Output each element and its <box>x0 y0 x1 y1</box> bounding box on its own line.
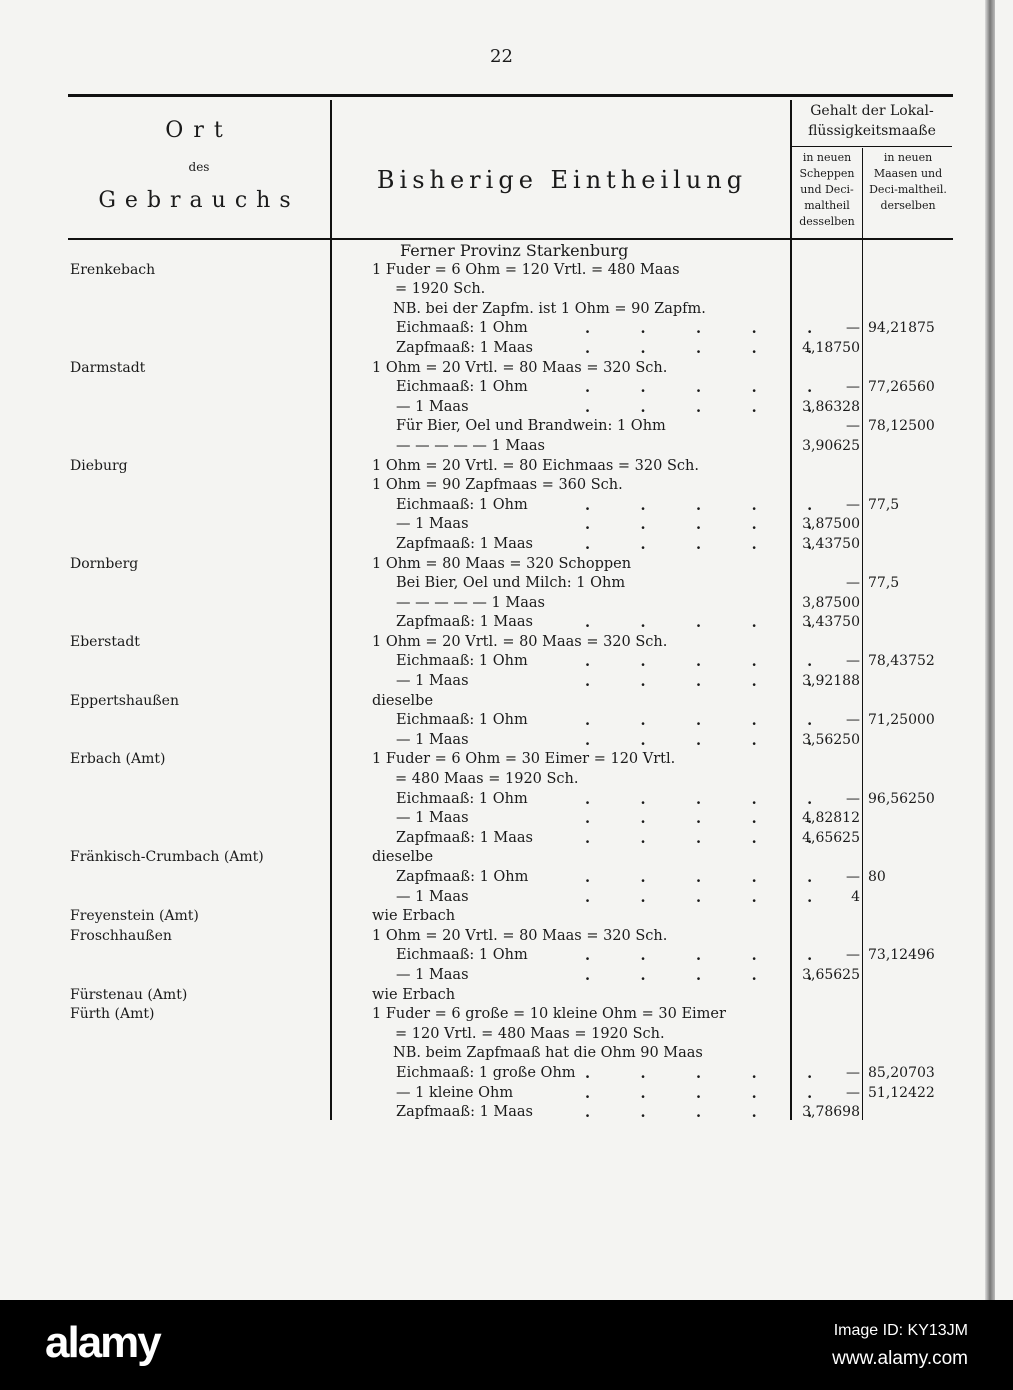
table-row <box>0 398 1013 418</box>
value-scheppen: 3,90625 <box>802 437 860 454</box>
dot-leader <box>585 829 755 850</box>
value-scheppen: 3,87500 <box>802 594 860 611</box>
dot-leader <box>585 966 755 987</box>
measure-description: 1 Fuder = 6 Ohm = 120 Vrtl. = 480 Maas <box>372 261 680 278</box>
dot-leader <box>585 339 755 360</box>
value-scheppen: — <box>846 1084 860 1101</box>
dot-leader <box>585 652 755 673</box>
value-scheppen: — <box>846 575 860 592</box>
subheader-rule <box>792 146 952 147</box>
table-row <box>0 1044 1013 1064</box>
place-name: Erenkebach <box>70 261 156 278</box>
table-row <box>0 946 1013 966</box>
value-maasen: 78,12500 <box>868 418 935 435</box>
value-maasen: 77,5 <box>868 496 900 513</box>
value-scheppen: 3,65625 <box>802 966 860 983</box>
measure-description: = 120 Vrtl. = 480 Maas = 1920 Sch. <box>395 1025 665 1042</box>
header-col-maasen: in neuen Maasen und Deci-maltheil. derselben <box>869 151 947 212</box>
measure-description: wie Erbach <box>372 986 456 1003</box>
table-row <box>0 1005 1013 1025</box>
table-row <box>0 652 1013 672</box>
table-row <box>0 280 1013 300</box>
table-row <box>0 613 1013 633</box>
table-row <box>0 692 1013 712</box>
table-row <box>0 829 1013 849</box>
place-name: Eberstadt <box>70 633 140 650</box>
measure-description: 1 Ohm = 20 Vrtl. = 80 Eichmaas = 320 Sch. <box>372 457 699 474</box>
value-scheppen: 4,82812 <box>802 810 860 827</box>
table-row <box>0 457 1013 477</box>
table-row <box>0 750 1013 770</box>
value-scheppen: — <box>846 653 860 670</box>
value-maasen: 77,26560 <box>868 379 935 396</box>
dot-leader <box>585 1084 755 1105</box>
value-maasen: 78,43752 <box>868 653 935 670</box>
table-row <box>0 300 1013 320</box>
top-rule <box>68 94 953 97</box>
value-maasen: 85,20703 <box>868 1064 935 1081</box>
dot-leader <box>585 946 755 967</box>
table-row <box>0 1064 1013 1084</box>
watermark-url: www.alamy.com <box>832 1348 968 1369</box>
value-scheppen: 4,65625 <box>802 829 860 846</box>
table-row <box>0 672 1013 692</box>
measure-description: = 1920 Sch. <box>395 281 486 298</box>
table-row <box>0 907 1013 927</box>
dot-leader <box>585 613 755 634</box>
dot-leader <box>585 319 755 340</box>
table-row <box>0 770 1013 790</box>
place-name: Eppertshaußen <box>70 692 179 709</box>
value-scheppen: — <box>846 712 860 729</box>
table-row <box>0 966 1013 986</box>
value-scheppen: 3,43750 <box>802 535 860 552</box>
table-row <box>0 848 1013 868</box>
value-scheppen: 4,18750 <box>802 339 860 356</box>
table-row <box>0 986 1013 1006</box>
measure-description: = 480 Maas = 1920 Sch. <box>395 771 579 788</box>
table-row <box>0 437 1013 457</box>
header-gehalt: Gehalt der Lokal-flüssigkeitsmaaße <box>808 103 936 139</box>
table-row <box>0 515 1013 535</box>
measure-description: 1 Ohm = 90 Zapfmaas = 360 Sch. <box>372 477 623 494</box>
table-row <box>0 633 1013 653</box>
value-scheppen: — <box>846 790 860 807</box>
measure-description: Bei Bier, Oel und Milch: 1 Ohm <box>396 575 626 592</box>
dot-leader <box>585 398 755 419</box>
table-row <box>0 535 1013 555</box>
value-maasen: 94,21875 <box>868 320 935 337</box>
measure-description: — — — — — 1 Maas <box>396 594 545 611</box>
measure-description: — 1 Maas <box>396 398 469 415</box>
measure-description: Eichmaaß: 1 Ohm <box>396 320 528 337</box>
value-scheppen: 3,87500 <box>802 516 860 533</box>
place-name: Dornberg <box>70 555 139 572</box>
image-id: Image ID: KY13JM <box>833 1322 968 1339</box>
value-scheppen: 3,86328 <box>802 398 860 415</box>
value-scheppen: — <box>846 320 860 337</box>
dot-leader <box>585 535 755 556</box>
table-row <box>0 1103 1013 1123</box>
measure-description: Eichmaaß: 1 Ohm <box>396 712 528 729</box>
header-rule <box>68 238 953 240</box>
measure-description: Zapfmaaß: 1 Maas <box>396 614 533 631</box>
table-row <box>0 888 1013 908</box>
table-row <box>0 1025 1013 1045</box>
watermark-bar <box>0 1300 1013 1390</box>
place-name: Freyenstein (Amt) <box>70 908 199 925</box>
table-row <box>0 594 1013 614</box>
measure-description: 1 Fuder = 6 große = 10 kleine Ohm = 30 Eimer <box>372 1006 726 1023</box>
table-row <box>0 574 1013 594</box>
table-row <box>0 731 1013 751</box>
value-scheppen: 3,92188 <box>802 673 860 690</box>
value-maasen: 77,5 <box>868 575 900 592</box>
place-name: Darmstadt <box>70 359 146 376</box>
measure-description: — 1 Maas <box>396 731 469 748</box>
value-scheppen: 3,56250 <box>802 731 860 748</box>
place-name: Erbach (Amt) <box>70 751 166 768</box>
value-scheppen: 4 <box>851 888 860 905</box>
dot-leader <box>585 1064 755 1085</box>
measure-description: Zapfmaaß: 1 Maas <box>396 1104 533 1121</box>
place-name: Fürth (Amt) <box>70 1006 155 1023</box>
alamy-logo: alamy <box>45 1318 160 1367</box>
measure-description: Eichmaaß: 1 große Ohm <box>396 1064 576 1081</box>
table-row <box>0 1084 1013 1104</box>
table-row <box>0 790 1013 810</box>
table-row <box>0 319 1013 339</box>
measure-description: Für Bier, Oel und Brandwein: 1 Ohm <box>396 418 666 435</box>
measure-description: Zapfmaaß: 1 Maas <box>396 339 533 356</box>
measure-description: 1 Ohm = 80 Maas = 320 Schoppen <box>372 555 632 572</box>
measure-description: Zapfmaaß: 1 Ohm <box>396 869 529 885</box>
table-row <box>0 476 1013 496</box>
table-row <box>0 241 1013 261</box>
place-name: Dieburg <box>70 457 128 474</box>
value-maasen: 73,12496 <box>868 947 935 964</box>
table-row <box>0 555 1013 575</box>
measure-description: dieselbe <box>372 849 434 866</box>
table-row <box>0 927 1013 947</box>
header-bisherige-eintheilung: Bisherige Eintheilung <box>376 166 748 194</box>
measure-description: — 1 Maas <box>396 810 469 827</box>
dot-leader <box>585 378 755 399</box>
value-scheppen: — <box>846 379 860 396</box>
value-maasen: 96,56250 <box>868 790 935 807</box>
header-gebrauchs: Gebrauchs <box>98 188 300 213</box>
value-scheppen: — <box>846 496 860 513</box>
table-row <box>0 359 1013 379</box>
measure-description: — 1 kleine Ohm <box>396 1084 514 1101</box>
measure-description: — 1 Maas <box>396 516 469 533</box>
measure-description: Eichmaaß: 1 Ohm <box>396 653 528 670</box>
dot-leader <box>585 809 755 830</box>
header-ort: Ort <box>165 118 233 143</box>
dot-leader <box>585 731 755 752</box>
measure-description: 1 Fuder = 6 Ohm = 30 Eimer = 120 Vrtl. <box>372 751 676 768</box>
dot-leader <box>585 515 755 536</box>
header-des: des <box>188 160 210 174</box>
value-scheppen: 3,78698 <box>802 1104 860 1121</box>
place-name: Froschhaußen <box>70 927 172 944</box>
measure-description: 1 Ohm = 20 Vrtl. = 80 Maas = 320 Sch. <box>372 359 668 376</box>
table-row <box>0 261 1013 281</box>
dot-leader <box>585 672 755 693</box>
page-number: 22 <box>490 46 513 67</box>
table-row <box>0 496 1013 516</box>
measure-description: Eichmaaß: 1 Ohm <box>396 379 528 396</box>
measure-description: Eichmaaß: 1 Ohm <box>396 496 528 513</box>
dot-leader <box>585 888 755 909</box>
value-scheppen: — <box>846 947 860 964</box>
table-row <box>0 417 1013 437</box>
measure-description: NB. bei der Zapfm. ist 1 Ohm = 90 Zapfm. <box>393 300 706 317</box>
value-scheppen: — <box>846 418 860 435</box>
measure-description: 1 Ohm = 20 Vrtl. = 80 Maas = 320 Sch. <box>372 927 668 944</box>
dot-leader <box>585 868 755 889</box>
value-scheppen: — <box>846 869 860 885</box>
value-maasen: 51,12422 <box>868 1084 935 1101</box>
value-scheppen: 3,43750 <box>802 614 860 631</box>
dot-leader <box>585 496 755 517</box>
table-row <box>0 711 1013 731</box>
measure-description: — 1 Maas <box>396 673 469 690</box>
dot-leader <box>585 790 755 811</box>
measure-description: — 1 Maas <box>396 888 469 905</box>
place-name: Fürstenau (Amt) <box>70 986 188 1003</box>
measure-description: wie Erbach <box>372 908 456 925</box>
dot-leader <box>585 1103 755 1124</box>
dot-leader <box>585 711 755 732</box>
measure-description: Zapfmaaß: 1 Maas <box>396 535 533 552</box>
place-name: Fränkisch-Crumbach (Amt) <box>70 849 264 866</box>
table-row <box>0 868 1013 888</box>
table-row <box>0 809 1013 829</box>
table-row <box>0 378 1013 398</box>
value-scheppen: — <box>846 1064 860 1081</box>
value-maasen: 80 <box>868 869 886 885</box>
measure-description: Ferner Provinz Starkenburg <box>400 241 629 260</box>
measure-description: 1 Ohm = 20 Vrtl. = 80 Maas = 320 Sch. <box>372 633 668 650</box>
measure-description: — 1 Maas <box>396 966 469 983</box>
value-maasen: 71,25000 <box>868 712 935 729</box>
measure-description: dieselbe <box>372 692 434 709</box>
header-col-scheppen: in neuen Scheppen und Deci-maltheil desselben <box>799 151 855 228</box>
measure-description: — — — — — 1 Maas <box>396 437 545 454</box>
measure-description: Eichmaaß: 1 Ohm <box>396 947 528 964</box>
measure-description: NB. beim Zapfmaaß hat die Ohm 90 Maas <box>393 1045 703 1062</box>
table-row <box>0 339 1013 359</box>
table-body <box>0 241 1013 1123</box>
measure-description: Zapfmaaß: 1 Maas <box>396 829 533 846</box>
measure-description: Eichmaaß: 1 Ohm <box>396 790 528 807</box>
